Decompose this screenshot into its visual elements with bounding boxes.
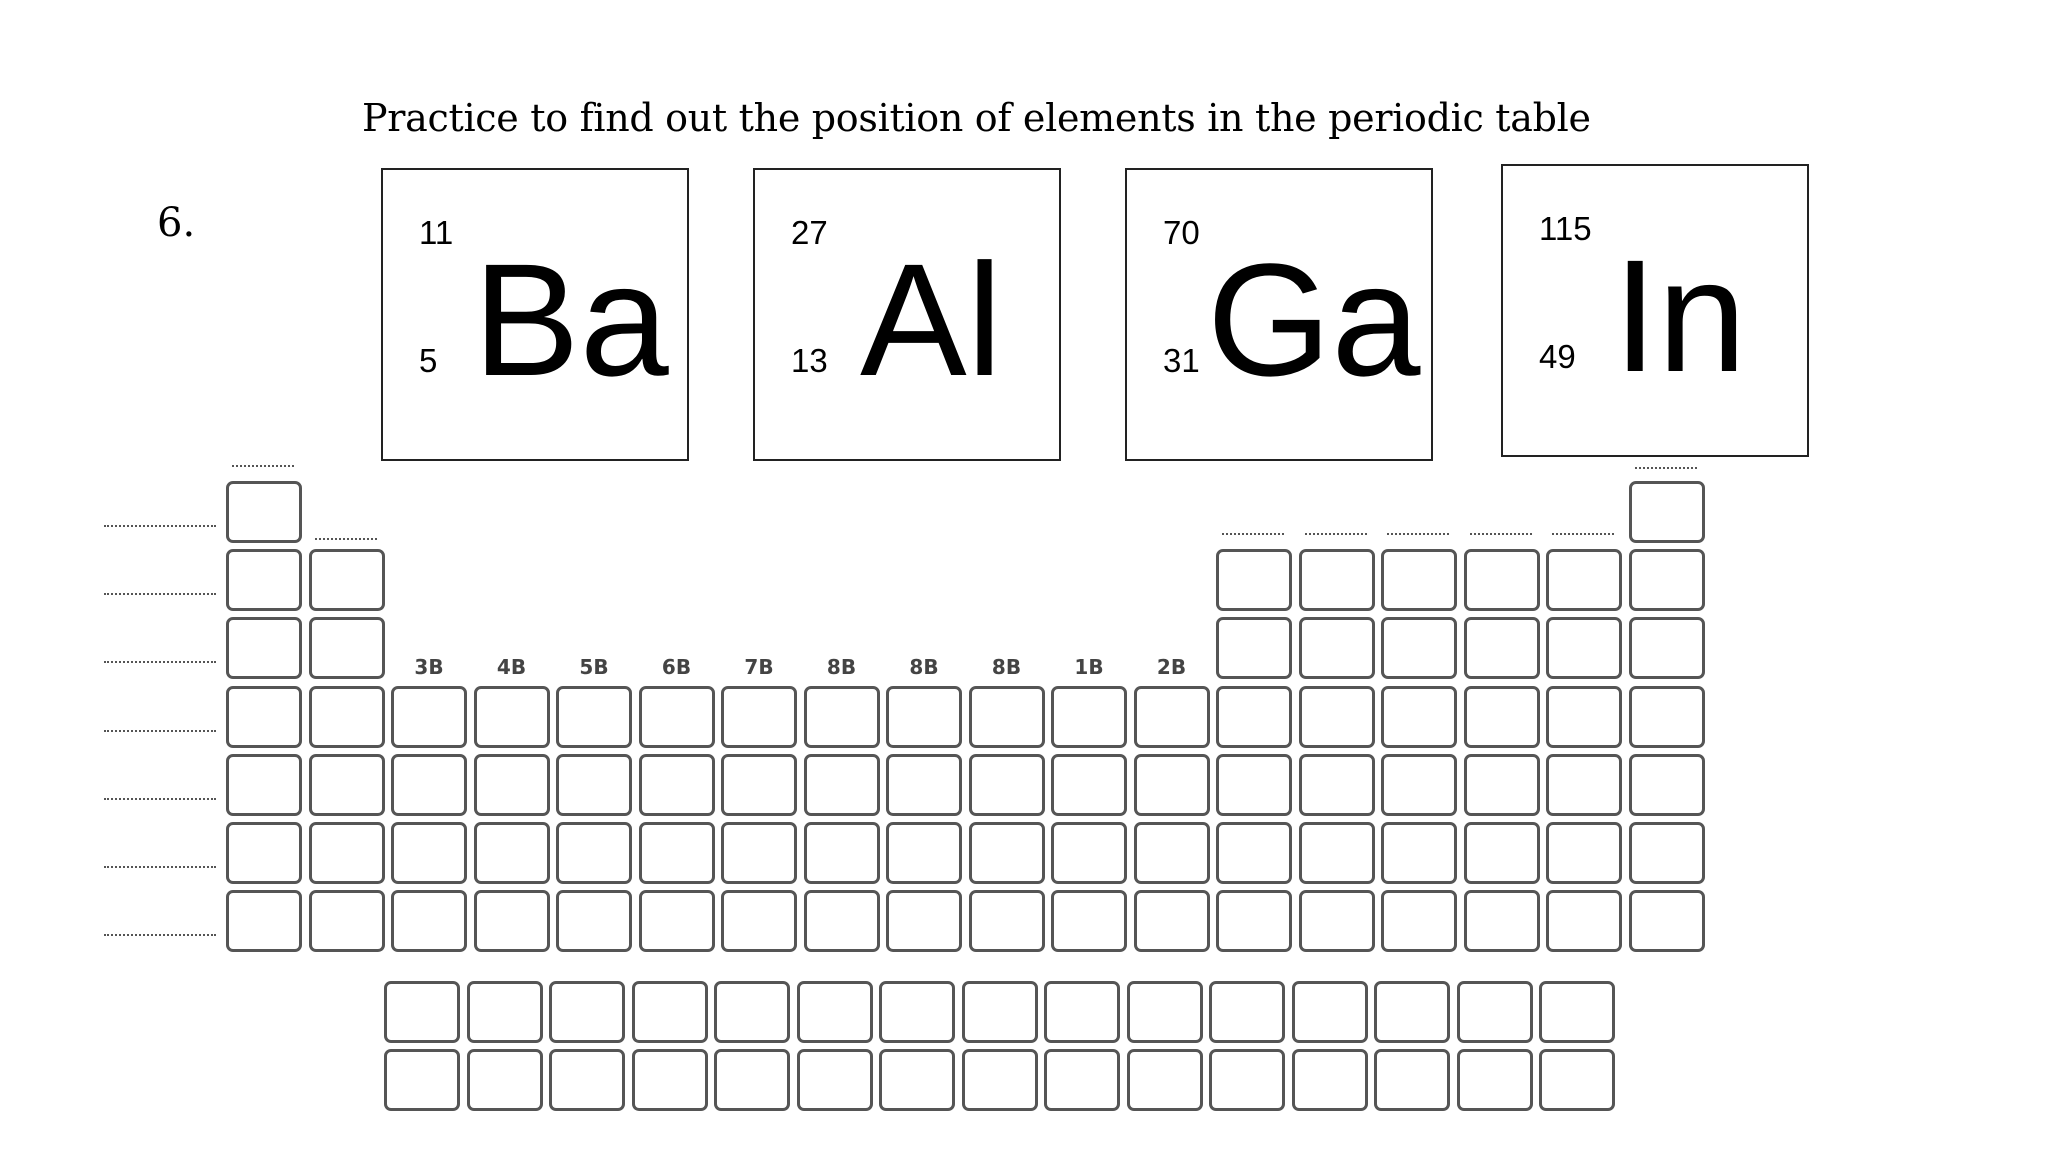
- table-cell[interactable]: [1051, 686, 1127, 748]
- table-cell[interactable]: [1381, 890, 1457, 952]
- table-cell[interactable]: [1629, 617, 1705, 679]
- f-block-cell[interactable]: [1457, 1049, 1533, 1111]
- table-cell[interactable]: [556, 890, 632, 952]
- table-cell[interactable]: [309, 754, 385, 816]
- f-block-cell[interactable]: [549, 981, 625, 1043]
- group-label: 7B: [744, 655, 774, 679]
- table-cell[interactable]: [1216, 686, 1292, 748]
- table-cell[interactable]: [309, 549, 385, 611]
- question-number: 6.: [157, 200, 196, 246]
- f-block-cell[interactable]: [797, 1049, 873, 1111]
- atomic-number: 13: [791, 342, 828, 379]
- table-cell[interactable]: [1381, 754, 1457, 816]
- table-cell[interactable]: [804, 686, 880, 748]
- element-symbol: Al: [860, 230, 1003, 409]
- element-card-1: [381, 168, 689, 461]
- period-blank-line: [104, 730, 216, 732]
- f-block-cell[interactable]: [714, 1049, 790, 1111]
- group-blank-line: [1635, 467, 1697, 469]
- f-block-cell[interactable]: [797, 981, 873, 1043]
- table-cell[interactable]: [1546, 617, 1622, 679]
- table-cell[interactable]: [1546, 822, 1622, 884]
- table-cell[interactable]: [391, 754, 467, 816]
- table-cell[interactable]: [1134, 822, 1210, 884]
- table-cell[interactable]: [309, 686, 385, 748]
- f-block-cell[interactable]: [549, 1049, 625, 1111]
- f-block-cell[interactable]: [1292, 981, 1368, 1043]
- table-cell[interactable]: [1299, 686, 1375, 748]
- worksheet-title: Practice to find out the position of elements in the periodic table: [362, 96, 1591, 140]
- table-cell[interactable]: [1381, 549, 1457, 611]
- f-block-cell[interactable]: [467, 1049, 543, 1111]
- table-cell[interactable]: [226, 754, 302, 816]
- table-cell[interactable]: [1299, 822, 1375, 884]
- f-block-cell[interactable]: [384, 981, 460, 1043]
- group-blank-line: [1470, 533, 1532, 535]
- table-cell[interactable]: [226, 481, 302, 543]
- table-cell[interactable]: [804, 890, 880, 952]
- f-block-cell[interactable]: [632, 981, 708, 1043]
- period-blank-line: [104, 525, 216, 527]
- f-block-cell[interactable]: [1044, 981, 1120, 1043]
- table-cell[interactable]: [309, 617, 385, 679]
- table-cell[interactable]: [1051, 822, 1127, 884]
- table-cell[interactable]: [721, 822, 797, 884]
- f-block-cell[interactable]: [879, 981, 955, 1043]
- table-cell[interactable]: [1629, 549, 1705, 611]
- group-blank-line: [1387, 533, 1449, 535]
- table-cell[interactable]: [309, 890, 385, 952]
- group-label: 8B: [909, 655, 939, 679]
- table-cell[interactable]: [1216, 890, 1292, 952]
- table-cell[interactable]: [1299, 754, 1375, 816]
- element-symbol: In: [1613, 226, 1747, 405]
- mass-number: 115: [1539, 210, 1592, 247]
- table-cell[interactable]: [474, 890, 550, 952]
- table-cell[interactable]: [391, 822, 467, 884]
- group-label: 3B: [414, 655, 444, 679]
- table-cell[interactable]: [969, 754, 1045, 816]
- table-cell[interactable]: [1464, 686, 1540, 748]
- f-block-cell[interactable]: [1457, 981, 1533, 1043]
- element-card-3: [1125, 168, 1433, 461]
- group-label: 8B: [826, 655, 857, 679]
- table-cell[interactable]: [1299, 890, 1375, 952]
- atomic-number: 5: [419, 342, 438, 379]
- group-blank-line: [315, 538, 377, 540]
- f-block-cell[interactable]: [384, 1049, 460, 1111]
- f-block-cell[interactable]: [1044, 1049, 1120, 1111]
- group-blank-line: [1305, 533, 1367, 535]
- table-cell[interactable]: [1216, 617, 1292, 679]
- table-cell[interactable]: [226, 890, 302, 952]
- f-block-cell[interactable]: [1374, 981, 1450, 1043]
- table-cell[interactable]: [886, 686, 962, 748]
- f-block-cell[interactable]: [467, 981, 543, 1043]
- element-card-4: [1501, 164, 1809, 457]
- table-cell[interactable]: [886, 822, 962, 884]
- f-block-cell[interactable]: [714, 981, 790, 1043]
- period-blank-line: [104, 661, 216, 663]
- table-cell[interactable]: [721, 686, 797, 748]
- period-blank-line: [104, 934, 216, 936]
- table-cell[interactable]: [474, 822, 550, 884]
- table-cell[interactable]: [226, 617, 302, 679]
- table-cell[interactable]: [1134, 890, 1210, 952]
- table-cell[interactable]: [1546, 754, 1622, 816]
- table-cell[interactable]: [804, 754, 880, 816]
- table-cell[interactable]: [1051, 890, 1127, 952]
- element-card-2: [753, 168, 1061, 461]
- f-block-cell[interactable]: [1127, 981, 1203, 1043]
- f-block-cell[interactable]: [1209, 1049, 1285, 1111]
- table-cell[interactable]: [1629, 822, 1705, 884]
- table-cell[interactable]: [1381, 822, 1457, 884]
- table-cell[interactable]: [1216, 754, 1292, 816]
- f-block-cell[interactable]: [1209, 981, 1285, 1043]
- table-cell[interactable]: [1464, 822, 1540, 884]
- f-block-cell[interactable]: [1127, 1049, 1203, 1111]
- mass-number: 70: [1163, 214, 1200, 251]
- table-cell[interactable]: [969, 822, 1045, 884]
- atomic-number: 31: [1163, 342, 1200, 379]
- table-cell[interactable]: [886, 754, 962, 816]
- f-block-cell[interactable]: [962, 1049, 1038, 1111]
- f-block-cell[interactable]: [1374, 1049, 1450, 1111]
- table-cell[interactable]: [639, 890, 715, 952]
- f-block-cell[interactable]: [1539, 1049, 1615, 1111]
- table-cell[interactable]: [1546, 686, 1622, 748]
- mass-number: 11: [419, 214, 454, 251]
- table-cell[interactable]: [1134, 754, 1210, 816]
- table-cell[interactable]: [391, 686, 467, 748]
- table-cell[interactable]: [474, 754, 550, 816]
- table-cell[interactable]: [1464, 617, 1540, 679]
- f-block-cell[interactable]: [1539, 981, 1615, 1043]
- table-cell[interactable]: [556, 754, 632, 816]
- group-label: 6B: [661, 655, 692, 679]
- table-cell[interactable]: [1546, 549, 1622, 611]
- table-cell[interactable]: [639, 822, 715, 884]
- table-cell[interactable]: [1299, 617, 1375, 679]
- table-cell[interactable]: [556, 686, 632, 748]
- group-label: 5B: [579, 655, 609, 679]
- table-cell[interactable]: [1381, 617, 1457, 679]
- table-cell[interactable]: [1629, 890, 1705, 952]
- table-cell[interactable]: [1546, 890, 1622, 952]
- table-cell[interactable]: [309, 822, 385, 884]
- table-cell[interactable]: [1629, 686, 1705, 748]
- table-cell[interactable]: [639, 686, 715, 748]
- table-cell[interactable]: [1464, 890, 1540, 952]
- table-cell[interactable]: [1216, 549, 1292, 611]
- group-blank-line: [1552, 533, 1614, 535]
- table-cell[interactable]: [721, 890, 797, 952]
- table-cell[interactable]: [1216, 822, 1292, 884]
- f-block-cell[interactable]: [962, 981, 1038, 1043]
- group-label: 2B: [1156, 655, 1187, 679]
- table-cell[interactable]: [1629, 754, 1705, 816]
- group-blank-line: [1222, 533, 1284, 535]
- table-cell[interactable]: [474, 686, 550, 748]
- group-label: 8B: [991, 655, 1022, 679]
- table-cell[interactable]: [639, 754, 715, 816]
- element-symbol: Ba: [473, 230, 669, 409]
- f-block-cell[interactable]: [1292, 1049, 1368, 1111]
- table-cell[interactable]: [226, 549, 302, 611]
- atomic-number: 49: [1539, 338, 1576, 375]
- table-cell[interactable]: [721, 754, 797, 816]
- table-cell[interactable]: [226, 822, 302, 884]
- mass-number: 27: [791, 214, 828, 251]
- table-cell[interactable]: [1629, 481, 1705, 543]
- period-blank-line: [104, 798, 216, 800]
- f-block-cell[interactable]: [632, 1049, 708, 1111]
- table-cell[interactable]: [1134, 686, 1210, 748]
- table-cell[interactable]: [1381, 686, 1457, 748]
- table-cell[interactable]: [391, 890, 467, 952]
- period-blank-line: [104, 593, 216, 595]
- table-cell[interactable]: [556, 822, 632, 884]
- table-cell[interactable]: [886, 890, 962, 952]
- table-cell[interactable]: [1464, 754, 1540, 816]
- period-blank-line: [104, 866, 216, 868]
- element-symbol: Ga: [1207, 230, 1421, 409]
- f-block-cell[interactable]: [879, 1049, 955, 1111]
- group-label: 4B: [496, 655, 527, 679]
- table-cell[interactable]: [969, 686, 1045, 748]
- group-label: 1B: [1074, 655, 1104, 679]
- table-cell[interactable]: [804, 822, 880, 884]
- table-cell[interactable]: [969, 890, 1045, 952]
- table-cell[interactable]: [1464, 549, 1540, 611]
- table-cell[interactable]: [226, 686, 302, 748]
- table-cell[interactable]: [1051, 754, 1127, 816]
- group-blank-line: [232, 465, 294, 467]
- table-cell[interactable]: [1299, 549, 1375, 611]
